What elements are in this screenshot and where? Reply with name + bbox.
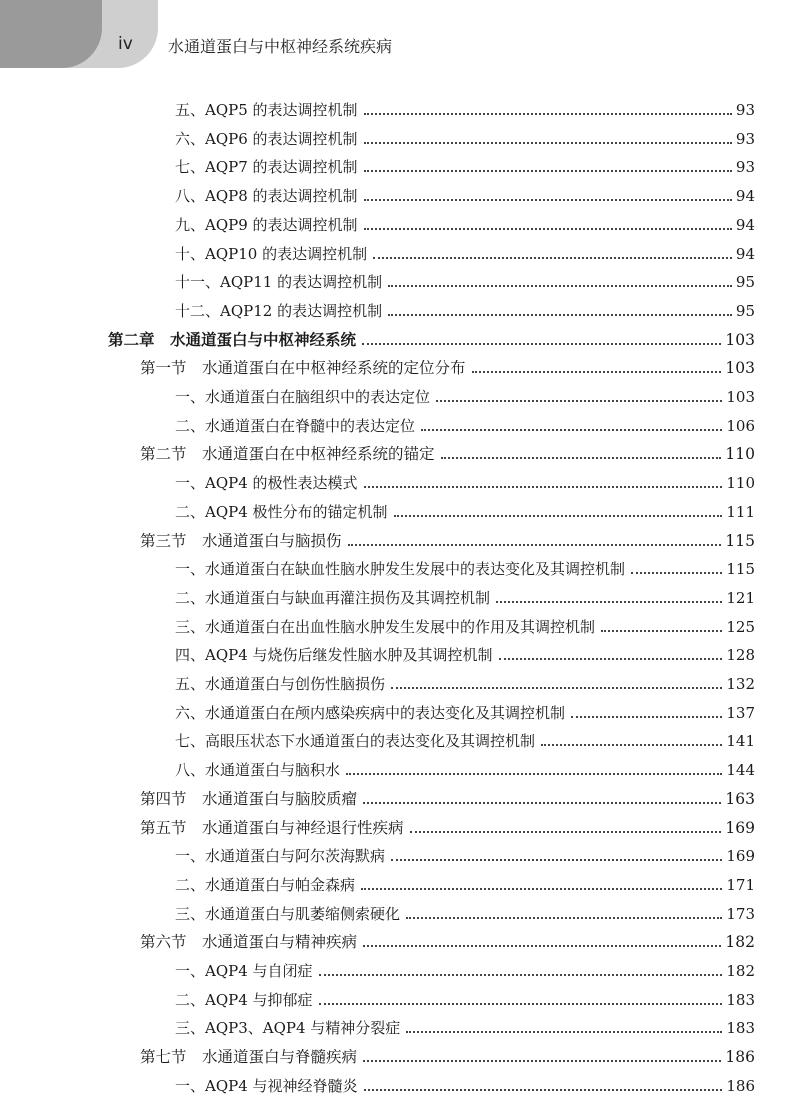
toc-entry-page: 173: [726, 904, 755, 923]
dot-leader: [362, 343, 721, 345]
dot-leader: [388, 285, 732, 287]
toc-entry-page: 171: [726, 875, 755, 894]
toc-entry-page: 169: [725, 818, 755, 837]
toc-entry: [175, 896, 755, 924]
toc-entry-page: 94: [735, 215, 755, 234]
toc-entry-page: 103: [725, 330, 755, 349]
toc-entry-page: 169: [726, 847, 755, 866]
dot-leader: [541, 744, 722, 746]
toc-entry: [175, 580, 755, 608]
toc-entry-title: 四、AQP4 与烧伤后继发性脑水肿及其调控机制: [175, 646, 493, 665]
toc-entry-title: 一、AQP4 与视神经脊髓炎: [175, 1076, 358, 1095]
toc-entry-title: 六、AQP6 的表达调控机制: [175, 129, 358, 148]
dot-leader: [388, 314, 732, 316]
toc-entry: [175, 121, 755, 149]
toc-entry-page: 94: [735, 187, 755, 206]
toc-entry: [175, 494, 755, 522]
dot-leader: [373, 257, 732, 259]
toc-entry-title: 第二节 水通道蛋白在中枢神经系统的锚定: [140, 445, 435, 464]
toc-entry-page: 144: [726, 761, 755, 780]
toc-entry: [108, 322, 755, 350]
toc-entry-page: 163: [725, 789, 755, 808]
toc-entry-page: 95: [735, 273, 755, 292]
toc-entry-page: 110: [725, 445, 755, 464]
dot-leader: [571, 716, 722, 718]
toc-entry-title: 十一、AQP11 的表达调控机制: [175, 273, 383, 292]
toc-entry: [140, 523, 755, 551]
toc-entry-title: 二、水通道蛋白在脊髓中的表达定位: [175, 416, 416, 435]
toc-entry-title: 五、水通道蛋白与创伤性脑损伤: [175, 675, 386, 693]
toc-entry: [175, 207, 755, 235]
toc-entry-title: 二、水通道蛋白与缺血再灌注损伤及其调控机制: [175, 588, 491, 607]
dot-leader: [364, 113, 732, 115]
toc-entry: [175, 236, 755, 264]
dot-leader: [364, 170, 732, 172]
dot-leader: [391, 859, 722, 861]
toc-entry-page: 128: [726, 646, 755, 665]
dot-leader: [361, 888, 722, 890]
toc-entry-title: 十二、AQP12 的表达调控机制: [175, 301, 383, 320]
toc-entry-title: 三、AQP3、AQP4 与精神分裂症: [175, 1019, 401, 1038]
toc-entry: [175, 465, 755, 493]
toc-entry: [140, 781, 755, 809]
toc-entry-page: 103: [726, 388, 755, 406]
toc-entry: [175, 838, 755, 866]
toc-entry: [140, 810, 755, 838]
toc-entry-title: 二、AQP4 与抑郁症: [175, 990, 313, 1009]
toc-entry-title: 九、AQP9 的表达调控机制: [175, 215, 358, 234]
toc-entry-title: 六、水通道蛋白在颅内感染疾病中的表达变化及其调控机制: [175, 703, 566, 722]
dot-leader: [363, 802, 721, 804]
dot-leader: [406, 917, 722, 919]
toc-entry-title: 五、AQP5 的表达调控机制: [175, 101, 358, 119]
toc-entry-page: 94: [735, 244, 755, 263]
toc-entry-title: 第一节 水通道蛋白在中枢神经系统的定位分布: [140, 359, 466, 378]
toc-entry: [175, 666, 755, 694]
toc-entry: [175, 264, 755, 292]
dot-leader: [406, 1031, 722, 1033]
toc-entry-page: 183: [726, 990, 755, 1009]
toc-entry: [140, 924, 755, 952]
toc-entry: [175, 982, 755, 1010]
page-header: [0, 0, 800, 68]
dot-leader: [421, 429, 722, 431]
toc-entry-page: 183: [726, 1019, 755, 1038]
dot-leader: [394, 515, 723, 517]
toc-entry-page: 115: [725, 531, 755, 550]
toc-entry-page: 95: [735, 301, 755, 320]
toc-entry-title: 一、水通道蛋白在缺血性脑水肿发生发展中的表达变化及其调控机制: [175, 560, 626, 579]
toc-entry-title: 二、水通道蛋白与帕金森病: [175, 875, 356, 894]
dot-leader: [363, 945, 721, 947]
toc-entry: [175, 867, 755, 895]
toc-entry: [175, 379, 755, 407]
dot-leader: [363, 1060, 721, 1062]
toc-entry-title: 第四节 水通道蛋白与脑胶质瘤: [140, 789, 358, 808]
toc-entry-page: 182: [726, 962, 755, 980]
toc-entry-title: 七、AQP7 的表达调控机制: [175, 158, 358, 177]
toc-entry-title: 第三节 水通道蛋白与脑损伤: [140, 531, 342, 550]
toc-entry-page: 186: [726, 1076, 755, 1095]
toc-entry-page: 125: [726, 617, 755, 636]
toc-entry-title: 八、水通道蛋白与脑积水: [175, 761, 341, 780]
toc-entry-page: 106: [726, 416, 755, 435]
dot-leader: [436, 400, 722, 402]
dot-leader: [346, 773, 722, 775]
toc-entry: [175, 408, 755, 436]
dot-leader: [348, 544, 722, 546]
toc-entry-page: 110: [726, 474, 755, 493]
book-title: 水通道蛋白与中枢神经系统疾病: [168, 37, 393, 56]
header-band-shape: [0, 0, 102, 68]
toc-entry-title: 十、AQP10 的表达调控机制: [175, 244, 368, 263]
toc-entry-page: 141: [726, 732, 755, 751]
dot-leader: [472, 371, 722, 373]
toc-entry-page: 137: [726, 703, 755, 722]
toc-entry-page: 93: [735, 158, 755, 177]
toc-entry-page: 186: [725, 1048, 755, 1067]
toc-entry: [175, 609, 755, 637]
dot-leader: [499, 658, 723, 660]
page-number: iv: [118, 34, 133, 54]
toc-entry-title: 二、AQP4 极性分布的锚定机制: [175, 502, 388, 521]
toc-entry-page: 182: [725, 933, 755, 952]
dot-leader: [364, 228, 732, 230]
toc-entry-title: 第二章 水通道蛋白与中枢神经系统: [108, 330, 357, 349]
toc-entry-title: 一、水通道蛋白与阿尔茨海默病: [175, 847, 386, 866]
toc-entry-page: 115: [726, 560, 755, 579]
dot-leader: [496, 601, 722, 603]
toc-entry: [175, 1010, 755, 1038]
dot-leader: [441, 457, 722, 459]
dot-leader: [319, 1003, 723, 1005]
toc-entry: [175, 637, 755, 665]
toc-entry-title: 三、水通道蛋白在出血性脑水肿发生发展中的作用及其调控机制: [175, 617, 596, 636]
toc-entry: [140, 350, 755, 378]
dot-leader: [364, 486, 723, 488]
toc-entry-title: 第六节 水通道蛋白与精神疾病: [140, 933, 358, 952]
toc-entry: [175, 92, 755, 120]
toc-entry: [140, 1039, 755, 1067]
dot-leader: [410, 831, 722, 833]
dot-leader: [391, 687, 722, 689]
dot-leader: [631, 572, 722, 574]
toc-entry: [175, 1068, 755, 1096]
toc-entry-title: 三、水通道蛋白与肌萎缩侧索硬化: [175, 904, 401, 923]
toc-entry: [175, 551, 755, 579]
toc-entry-title: 一、AQP4 的极性表达模式: [175, 474, 358, 493]
toc-entry-title: 八、AQP8 的表达调控机制: [175, 187, 358, 206]
toc-entry-title: 第七节 水通道蛋白与脊髓疾病: [140, 1048, 358, 1067]
toc-entry: [175, 178, 755, 206]
toc-entry-title: 一、水通道蛋白在脑组织中的表达定位: [175, 388, 431, 406]
toc-entry-title: 一、AQP4 与自闭症: [175, 962, 313, 980]
dot-leader: [364, 142, 732, 144]
toc-entry-page: 93: [735, 101, 755, 119]
toc-entry: [175, 149, 755, 177]
toc-entry: [175, 723, 755, 751]
toc-entry-page: 121: [726, 588, 755, 607]
toc-entry: [140, 436, 755, 464]
toc-entry-page: 103: [725, 359, 755, 378]
toc-entry-page: 132: [726, 675, 755, 693]
dot-leader: [319, 974, 723, 976]
toc-entry: [175, 293, 755, 321]
dot-leader: [601, 630, 722, 632]
toc-entry: [175, 695, 755, 723]
toc-entry-page: 93: [735, 129, 755, 148]
toc-entry-title: 第五节 水通道蛋白与神经退行性疾病: [140, 818, 404, 837]
toc-entry: [175, 953, 755, 981]
dot-leader: [364, 1089, 723, 1091]
toc-entry-title: 七、高眼压状态下水通道蛋白的表达变化及其调控机制: [175, 732, 536, 751]
dot-leader: [364, 199, 732, 201]
toc-entry: [175, 752, 755, 780]
toc-entry-page: 111: [726, 502, 755, 521]
